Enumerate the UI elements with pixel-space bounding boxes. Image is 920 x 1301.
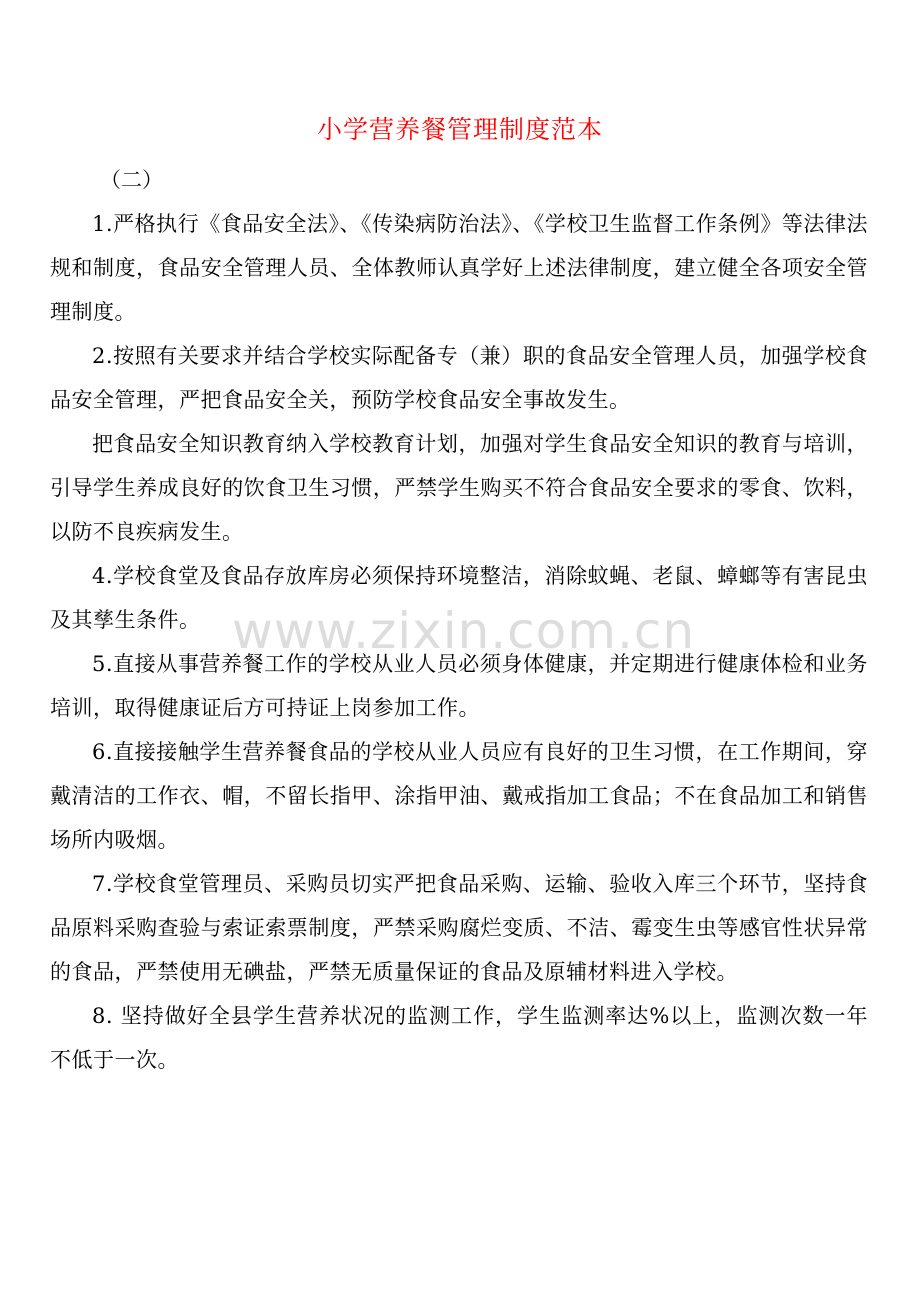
- paragraph-6: 6.直接接触学生营养餐食品的学校从业人员应有良好的卫生习惯，在工作期间，穿戴清洁的工作衣、帽，不留长指甲、涂指甲油、戴戒指加工食品；不在食品加工和销售场所内吸烟。: [50, 740, 868, 852]
- section-number: （二）: [100, 168, 163, 192]
- paragraph-2: 2.按照有关要求并结合学校实际配备专（兼）职的食品安全管理人员，加强学校食品安全管理，严把食品安全关，预防学校食品安全事故发生。: [50, 344, 868, 412]
- paragraph-3: 把食品安全知识教育纳入学校教育计划，加强对学生食品安全知识的教育与培训，引导学生养成良好的饮食卫生习惯，严禁学生购买不符合食品安全要求的零食、饮料，以防不良疾病发生。: [50, 432, 868, 544]
- paragraph-8: 8. 坚持做好全县学生营养状况的监测工作，学生监测率达%以上，监测次数一年不低于一次。: [50, 1004, 868, 1072]
- watermark: www.zixin.com.cn: [232, 602, 696, 660]
- document-title: 小学营养餐管理制度范本: [316, 115, 603, 144]
- paragraph-1: 1.严格执行《食品安全法》、《传染病防治法》、《学校卫生监督工作条例》等法律法规和制度，食品安全管理人员、全体教师认真学好上述法律制度，建立健全各项安全管理制度。: [50, 212, 868, 324]
- paragraph-5: 5.直接从事营养餐工作的学校从业人员必须身体健康，并定期进行健康体检和业务培训，取得健康证后方可持证上岗参加工作。: [50, 652, 868, 720]
- paragraph-7: 7.学校食堂管理员、采购员切实严把食品采购、运输、验收入库三个环节，坚持食品原料采购查验与索证索票制度，严禁采购腐烂变质、不洁、霉变生虫等感官性状异常的食品，严禁使用无碘盐，严禁无质量保证的食品及原辅材料进入学校。: [50, 872, 868, 984]
- paragraph-4: 4.学校食堂及食品存放库房必须保持环境整洁，消除蚊蝇、老鼠、蟑螂等有害昆虫及其孳生条件。: [50, 564, 868, 632]
